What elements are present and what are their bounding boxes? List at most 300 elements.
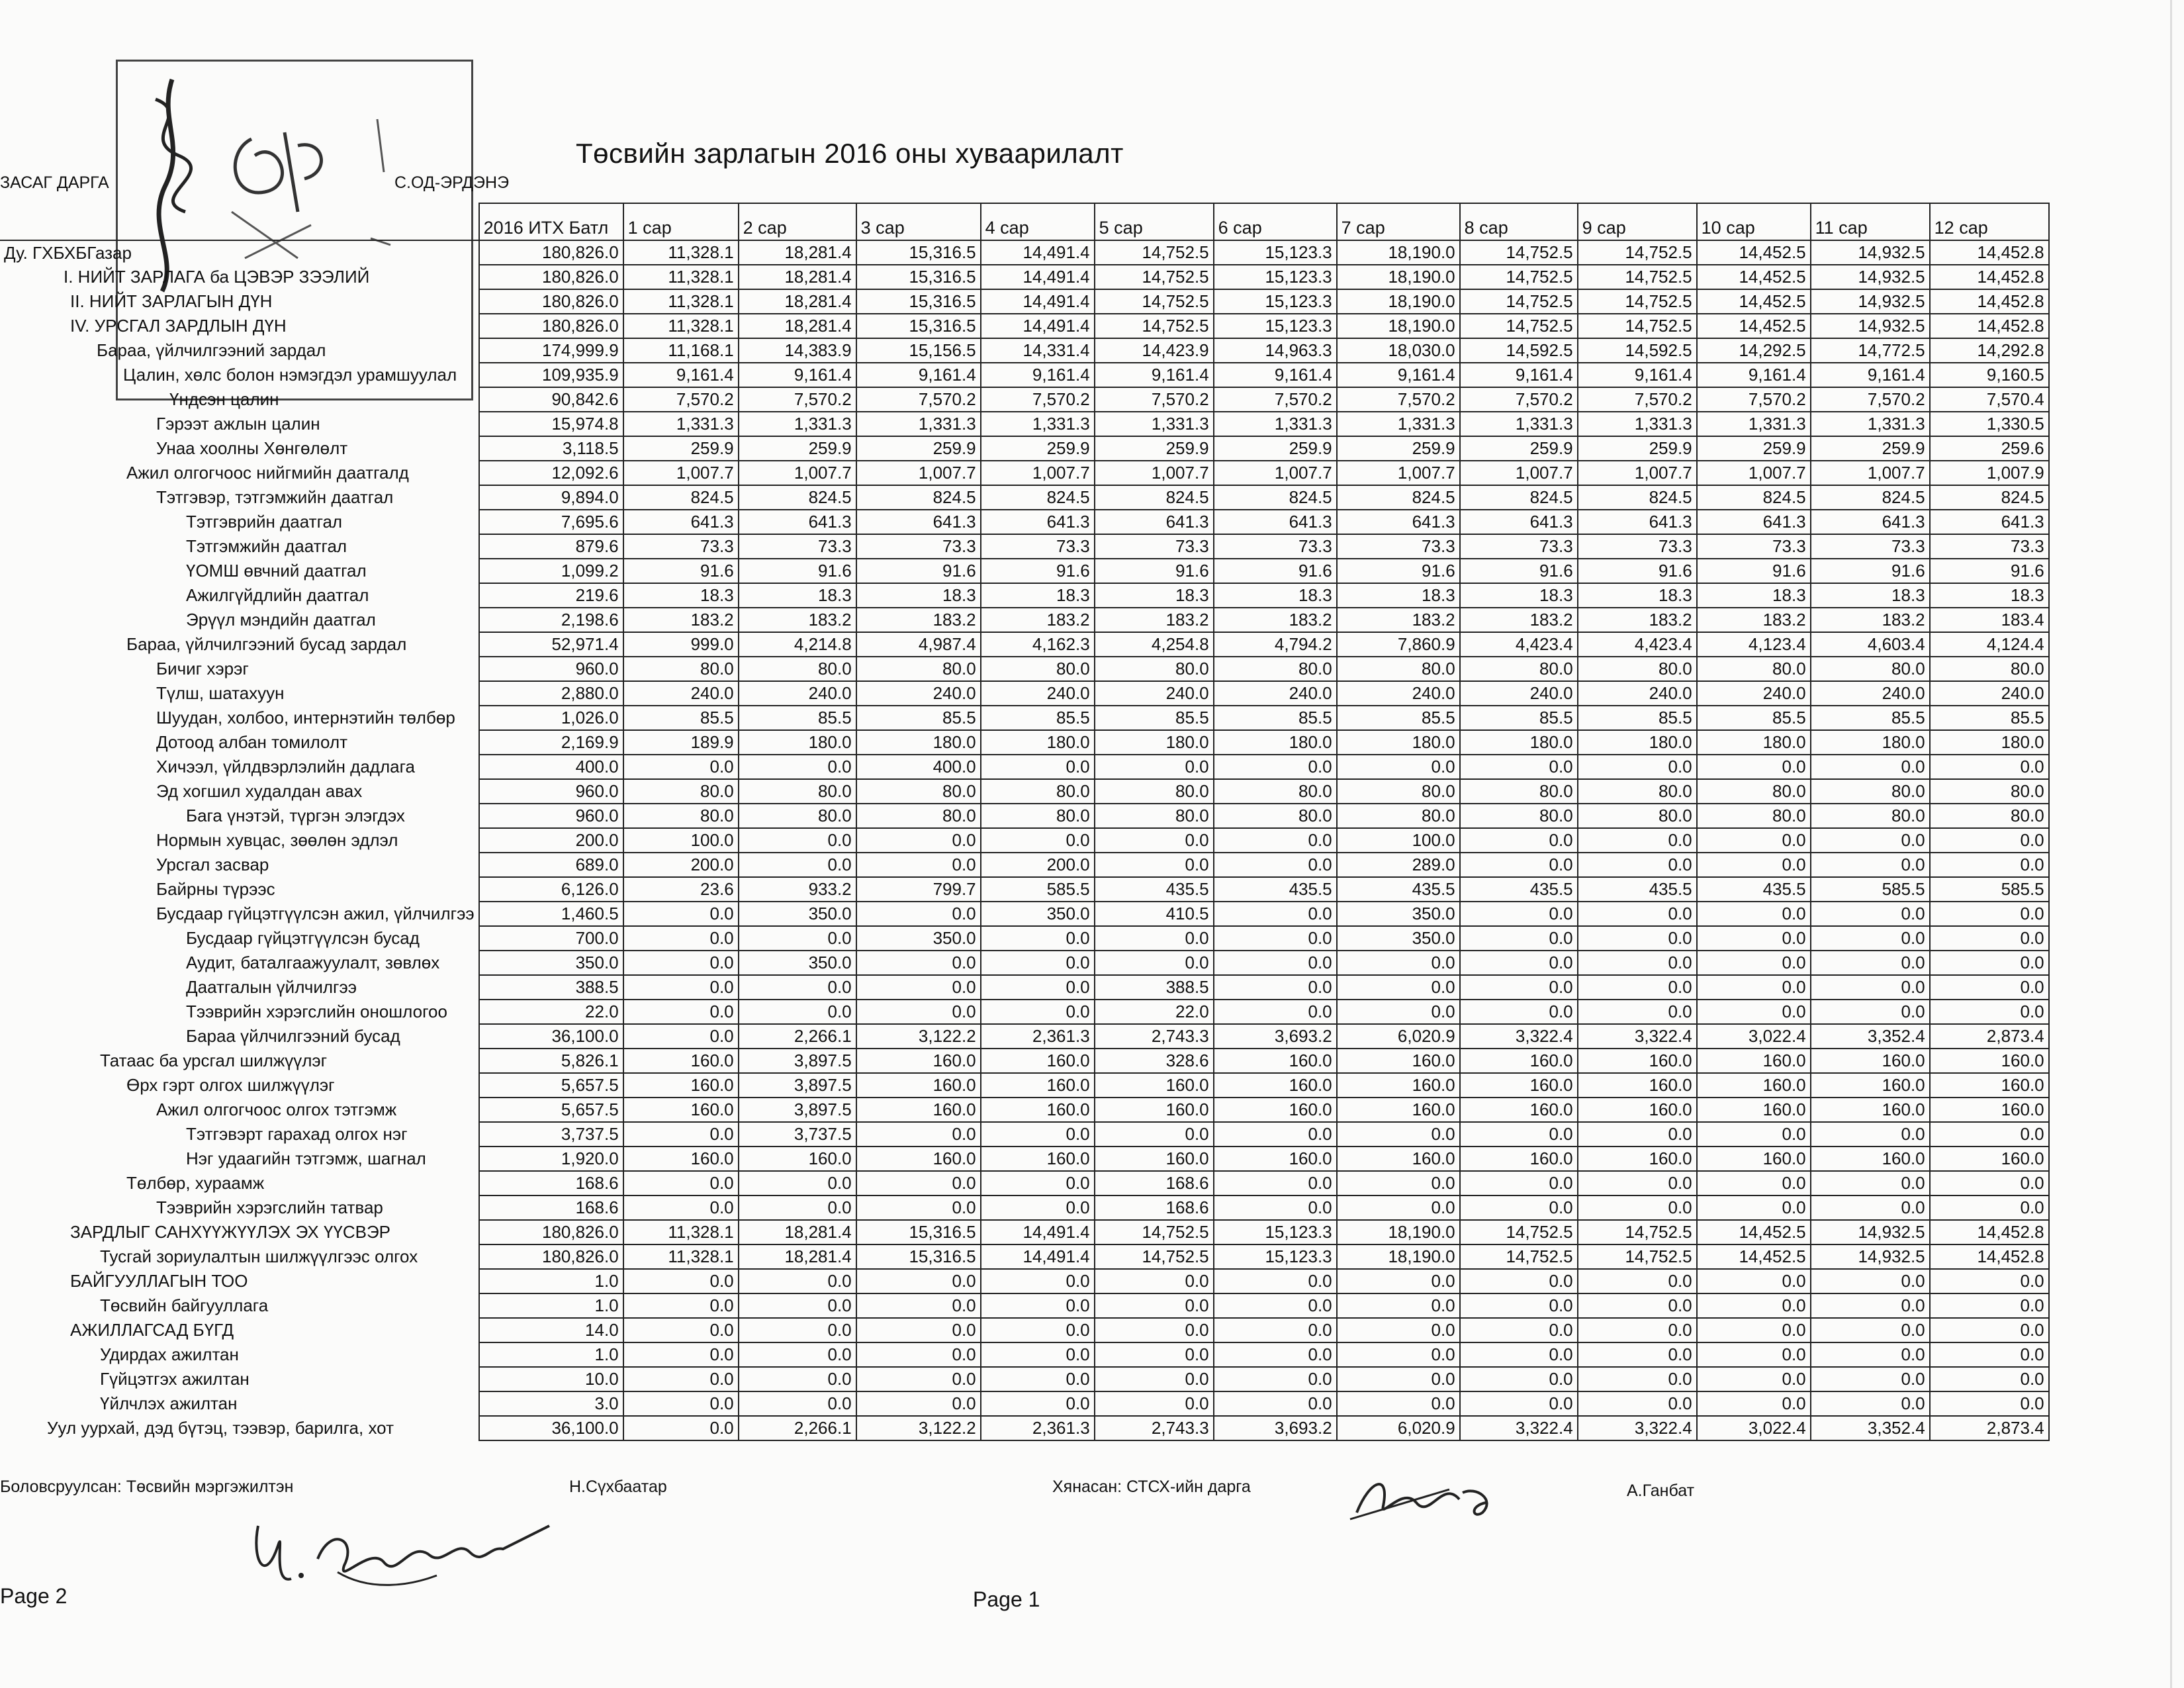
month-value-cell: 1,007.7 bbox=[1214, 461, 1337, 485]
month-value-cell: 80.0 bbox=[981, 779, 1095, 804]
month-value-cell: 350.0 bbox=[981, 902, 1095, 926]
month-value-cell: 0.0 bbox=[1930, 951, 2049, 975]
month-value-cell: 14,752.5 bbox=[1095, 289, 1214, 314]
table-row bbox=[0, 1391, 2049, 1416]
month-value-cell: 0.0 bbox=[739, 853, 856, 877]
month-value-cell: 435.5 bbox=[1697, 877, 1811, 902]
row-label-text: Нэг удаагийн тэтгэмж, шагнал bbox=[186, 1149, 426, 1168]
month-value-cell: 1,331.3 bbox=[1697, 412, 1811, 436]
month-value-cell: 9,161.4 bbox=[1578, 363, 1697, 387]
month-value-cell: 0.0 bbox=[1337, 1342, 1460, 1367]
month-value-cell: 14,452.5 bbox=[1697, 1220, 1811, 1244]
annual-total-cell: 5,826.1 bbox=[479, 1049, 623, 1073]
row-label bbox=[0, 1244, 479, 1269]
month-value-cell: 2,266.1 bbox=[739, 1416, 856, 1440]
month-value-cell: 9,161.4 bbox=[1214, 363, 1337, 387]
table-row bbox=[0, 632, 2049, 657]
row-label bbox=[0, 1416, 479, 1440]
month-value-cell: 2,266.1 bbox=[739, 1024, 856, 1049]
month-value-cell: 0.0 bbox=[981, 975, 1095, 1000]
row-label-text: IV. УРСГАЛ ЗАРДЛЫН ДҮН bbox=[70, 316, 287, 336]
month-value-cell: 0.0 bbox=[1930, 1171, 2049, 1196]
month-value-cell: 11,328.1 bbox=[623, 314, 739, 338]
month-value-cell: 3,322.4 bbox=[1578, 1416, 1697, 1440]
month-value-cell: 0.0 bbox=[623, 1318, 739, 1342]
row-label bbox=[0, 681, 479, 706]
month-value-cell: 0.0 bbox=[623, 1171, 739, 1196]
month-value-cell: 0.0 bbox=[1930, 1367, 2049, 1391]
month-value-cell: 160.0 bbox=[1214, 1049, 1337, 1073]
month-value-cell: 14,452.5 bbox=[1697, 314, 1811, 338]
month-value-cell: 160.0 bbox=[981, 1147, 1095, 1171]
month-value-cell: 183.2 bbox=[856, 608, 981, 632]
month-value-cell: 18,281.4 bbox=[739, 1220, 856, 1244]
month-value-cell: 11,168.1 bbox=[623, 338, 739, 363]
month-value-cell: 14,752.5 bbox=[1095, 240, 1214, 265]
month-value-cell: 0.0 bbox=[1578, 828, 1697, 853]
month-value-cell: 168.6 bbox=[1095, 1196, 1214, 1220]
month-value-cell: 15,316.5 bbox=[856, 314, 981, 338]
month-value-cell: 15,316.5 bbox=[856, 1220, 981, 1244]
month-value-cell: 3,122.2 bbox=[856, 1416, 981, 1440]
row-label-text: Байрны түрээс bbox=[156, 879, 275, 899]
month-value-cell: 0.0 bbox=[1930, 926, 2049, 951]
month-value-cell: 0.0 bbox=[1337, 1122, 1460, 1147]
month-value-cell: 0.0 bbox=[1578, 1367, 1697, 1391]
table-row bbox=[0, 485, 2049, 510]
month-value-cell: 14,491.4 bbox=[981, 314, 1095, 338]
month-value-cell: 0.0 bbox=[739, 755, 856, 779]
row-label-text: Тээврийн хэрэгслийн оношлогоо bbox=[186, 1002, 447, 1021]
month-value-cell: 0.0 bbox=[981, 951, 1095, 975]
month-value-cell: 91.6 bbox=[1697, 559, 1811, 583]
row-label bbox=[0, 902, 479, 926]
row-label bbox=[0, 1049, 479, 1073]
month-value-cell: 0.0 bbox=[623, 1196, 739, 1220]
table-row bbox=[0, 363, 2049, 387]
month-value-cell: 73.3 bbox=[1095, 534, 1214, 559]
table-row bbox=[0, 1171, 2049, 1196]
table-row bbox=[0, 338, 2049, 363]
column-header: 12 сар bbox=[1930, 203, 2049, 240]
month-value-cell: 14,491.4 bbox=[981, 1244, 1095, 1269]
table-row bbox=[0, 779, 2049, 804]
month-value-cell: 824.5 bbox=[1930, 485, 2049, 510]
table-row bbox=[0, 681, 2049, 706]
month-value-cell: 160.0 bbox=[739, 1147, 856, 1171]
month-value-cell: 11,328.1 bbox=[623, 265, 739, 289]
month-value-cell: 0.0 bbox=[1460, 951, 1578, 975]
annual-total-cell: 36,100.0 bbox=[479, 1416, 623, 1440]
table-row bbox=[0, 877, 2049, 902]
month-value-cell: 259.9 bbox=[981, 436, 1095, 461]
annual-total-cell: 1,026.0 bbox=[479, 706, 623, 730]
table-row bbox=[0, 1196, 2049, 1220]
row-label-text: II. НИЙТ ЗАРЛАГЫН ДҮН bbox=[70, 291, 273, 311]
row-label bbox=[0, 706, 479, 730]
month-value-cell: 0.0 bbox=[856, 1342, 981, 1367]
month-value-cell: 91.6 bbox=[739, 559, 856, 583]
table-row bbox=[0, 1367, 2049, 1391]
month-value-cell: 85.5 bbox=[856, 706, 981, 730]
row-label bbox=[0, 1171, 479, 1196]
month-value-cell: 435.5 bbox=[1578, 877, 1697, 902]
month-value-cell: 7,570.2 bbox=[623, 387, 739, 412]
table-row bbox=[0, 436, 2049, 461]
month-value-cell: 585.5 bbox=[1811, 877, 1930, 902]
month-value-cell: 0.0 bbox=[1214, 853, 1337, 877]
month-value-cell: 0.0 bbox=[1460, 1318, 1578, 1342]
month-value-cell: 3,322.4 bbox=[1460, 1024, 1578, 1049]
row-label-text: Эрүүл мэндийн даатгал bbox=[186, 610, 376, 630]
month-value-cell: 1,331.3 bbox=[1578, 412, 1697, 436]
annual-total-cell: 52,971.4 bbox=[479, 632, 623, 657]
month-value-cell: 18.3 bbox=[1930, 583, 2049, 608]
month-value-cell: 160.0 bbox=[1578, 1147, 1697, 1171]
month-value-cell: 180.0 bbox=[981, 730, 1095, 755]
annual-total-cell: 3.0 bbox=[479, 1391, 623, 1416]
month-value-cell: 85.5 bbox=[1460, 706, 1578, 730]
month-value-cell: 14,423.9 bbox=[1095, 338, 1214, 363]
month-value-cell: 259.9 bbox=[1337, 436, 1460, 461]
month-value-cell: 0.0 bbox=[1811, 1000, 1930, 1024]
annual-total-cell: 7,695.6 bbox=[479, 510, 623, 534]
month-value-cell: 73.3 bbox=[1697, 534, 1811, 559]
table-row bbox=[0, 1220, 2049, 1244]
table-row bbox=[0, 510, 2049, 534]
month-value-cell: 824.5 bbox=[1214, 485, 1337, 510]
column-header: 6 сар bbox=[1214, 203, 1337, 240]
month-value-cell: 240.0 bbox=[1214, 681, 1337, 706]
month-value-cell: 0.0 bbox=[1697, 853, 1811, 877]
month-value-cell: 0.0 bbox=[1578, 1391, 1697, 1416]
month-value-cell: 80.0 bbox=[1095, 779, 1214, 804]
month-value-cell: 7,570.2 bbox=[1811, 387, 1930, 412]
row-label-text: ҮОМШ өвчний даатгал bbox=[186, 561, 367, 581]
month-value-cell: 160.0 bbox=[1697, 1049, 1811, 1073]
annual-total-cell: 960.0 bbox=[479, 804, 623, 828]
month-value-cell: 0.0 bbox=[1697, 1293, 1811, 1318]
month-value-cell: 14,772.5 bbox=[1811, 338, 1930, 363]
row-label bbox=[0, 1342, 479, 1367]
table-row bbox=[0, 240, 2049, 265]
row-label-text: Ажил олгогчоос олгох тэтгэмж bbox=[156, 1100, 397, 1119]
month-value-cell: 14,292.8 bbox=[1930, 338, 2049, 363]
month-value-cell: 80.0 bbox=[739, 657, 856, 681]
month-value-cell: 1,331.3 bbox=[1214, 412, 1337, 436]
table-row bbox=[0, 1000, 2049, 1024]
row-label bbox=[0, 608, 479, 632]
month-value-cell: 0.0 bbox=[1337, 1367, 1460, 1391]
month-value-cell: 18.3 bbox=[739, 583, 856, 608]
annual-total-cell: 180,826.0 bbox=[479, 1244, 623, 1269]
month-value-cell: 259.9 bbox=[1214, 436, 1337, 461]
month-value-cell: 0.0 bbox=[1578, 1342, 1697, 1367]
annual-total-cell: 180,826.0 bbox=[479, 314, 623, 338]
month-value-cell: 0.0 bbox=[623, 951, 739, 975]
month-value-cell: 85.5 bbox=[1697, 706, 1811, 730]
month-value-cell: 14,452.8 bbox=[1930, 240, 2049, 265]
month-value-cell: 14,491.4 bbox=[981, 265, 1095, 289]
month-value-cell: 9,161.4 bbox=[1460, 363, 1578, 387]
month-value-cell: 15,123.3 bbox=[1214, 1220, 1337, 1244]
month-value-cell: 15,123.3 bbox=[1214, 289, 1337, 314]
month-value-cell: 183.2 bbox=[1095, 608, 1214, 632]
month-value-cell: 0.0 bbox=[1337, 755, 1460, 779]
month-value-cell: 0.0 bbox=[739, 1000, 856, 1024]
month-value-cell: 3,322.4 bbox=[1460, 1416, 1578, 1440]
annual-total-cell: 2,198.6 bbox=[479, 608, 623, 632]
month-value-cell: 180.0 bbox=[1930, 730, 2049, 755]
column-header: 2016 ИТХ Батл bbox=[479, 203, 623, 240]
month-value-cell: 1,007.7 bbox=[1095, 461, 1214, 485]
month-value-cell: 0.0 bbox=[1214, 975, 1337, 1000]
month-value-cell: 1,007.7 bbox=[1337, 461, 1460, 485]
month-value-cell: 160.0 bbox=[1930, 1049, 2049, 1073]
month-value-cell: 328.6 bbox=[1095, 1049, 1214, 1073]
column-header: 10 сар bbox=[1697, 203, 1811, 240]
month-value-cell: 11,328.1 bbox=[623, 1244, 739, 1269]
month-value-cell: 0.0 bbox=[1578, 755, 1697, 779]
month-value-cell: 240.0 bbox=[1337, 681, 1460, 706]
month-value-cell: 0.0 bbox=[1578, 951, 1697, 975]
table-row bbox=[0, 853, 2049, 877]
month-value-cell: 91.6 bbox=[623, 559, 739, 583]
month-value-cell: 4,603.4 bbox=[1811, 632, 1930, 657]
month-value-cell: 189.9 bbox=[623, 730, 739, 755]
month-value-cell: 0.0 bbox=[1460, 853, 1578, 877]
row-label-text: Тэтгэмжийн даатгал bbox=[186, 536, 347, 556]
month-value-cell: 641.3 bbox=[1337, 510, 1460, 534]
month-value-cell: 160.0 bbox=[1460, 1098, 1578, 1122]
table-row bbox=[0, 1147, 2049, 1171]
month-value-cell: 0.0 bbox=[1578, 1171, 1697, 1196]
annual-total-cell: 12,092.6 bbox=[479, 461, 623, 485]
month-value-cell: 0.0 bbox=[1811, 902, 1930, 926]
month-value-cell: 180.0 bbox=[1095, 730, 1214, 755]
month-value-cell: 91.6 bbox=[1214, 559, 1337, 583]
month-value-cell: 160.0 bbox=[856, 1147, 981, 1171]
month-value-cell: 160.0 bbox=[1811, 1147, 1930, 1171]
row-label bbox=[0, 1147, 479, 1171]
month-value-cell: 91.6 bbox=[856, 559, 981, 583]
month-value-cell: 0.0 bbox=[1460, 1367, 1578, 1391]
month-value-cell: 14,752.5 bbox=[1095, 1220, 1214, 1244]
month-value-cell: 824.5 bbox=[1811, 485, 1930, 510]
month-value-cell: 999.0 bbox=[623, 632, 739, 657]
month-value-cell: 259.9 bbox=[1578, 436, 1697, 461]
row-label bbox=[0, 1122, 479, 1147]
month-value-cell: 9,161.4 bbox=[739, 363, 856, 387]
month-value-cell: 3,897.5 bbox=[739, 1073, 856, 1098]
month-value-cell: 91.6 bbox=[1578, 559, 1697, 583]
month-value-cell: 641.3 bbox=[856, 510, 981, 534]
row-label bbox=[0, 1367, 479, 1391]
month-value-cell: 80.0 bbox=[1337, 804, 1460, 828]
month-value-cell: 0.0 bbox=[1697, 1391, 1811, 1416]
month-value-cell: 183.2 bbox=[739, 608, 856, 632]
month-value-cell: 85.5 bbox=[1214, 706, 1337, 730]
month-value-cell: 80.0 bbox=[1578, 804, 1697, 828]
month-value-cell: 641.3 bbox=[1930, 510, 2049, 534]
table-row bbox=[0, 1416, 2049, 1440]
month-value-cell: 7,570.2 bbox=[856, 387, 981, 412]
table-row bbox=[0, 314, 2049, 338]
month-value-cell: 0.0 bbox=[1460, 1293, 1578, 1318]
annual-total-cell: 180,826.0 bbox=[479, 265, 623, 289]
table-row bbox=[0, 608, 2049, 632]
annual-total-cell: 180,826.0 bbox=[479, 1220, 623, 1244]
month-value-cell: 160.0 bbox=[1811, 1049, 1930, 1073]
month-value-cell: 80.0 bbox=[1578, 779, 1697, 804]
row-label-text: Бусдаар гүйцэтгүүлсэн ажил, үйлчилгээ bbox=[156, 904, 475, 923]
month-value-cell: 11,328.1 bbox=[623, 289, 739, 314]
month-value-cell: 0.0 bbox=[1337, 1293, 1460, 1318]
month-value-cell: 259.6 bbox=[1930, 436, 2049, 461]
month-value-cell: 0.0 bbox=[1460, 926, 1578, 951]
row-label-text: Ажилгүйдлийн даатгал bbox=[186, 585, 369, 605]
month-value-cell: 0.0 bbox=[1811, 951, 1930, 975]
month-value-cell: 183.2 bbox=[1460, 608, 1578, 632]
annual-total-cell: 14.0 bbox=[479, 1318, 623, 1342]
scan-edge bbox=[2170, 0, 2172, 1688]
row-label-text: Бараа үйлчилгээний бусад bbox=[186, 1026, 400, 1046]
month-value-cell: 585.5 bbox=[1930, 877, 2049, 902]
month-value-cell: 80.0 bbox=[981, 804, 1095, 828]
month-value-cell: 3,352.4 bbox=[1811, 1416, 1930, 1440]
annual-total-cell: 5,657.5 bbox=[479, 1098, 623, 1122]
annual-total-cell: 15,974.8 bbox=[479, 412, 623, 436]
table-row bbox=[0, 1122, 2049, 1147]
month-value-cell: 160.0 bbox=[1930, 1098, 2049, 1122]
page-title: Төсвийн зарлагын 2016 оны хуваарилалт bbox=[576, 138, 1124, 169]
month-value-cell: 0.0 bbox=[623, 902, 739, 926]
table-row bbox=[0, 559, 2049, 583]
row-label-text: АЖИЛЛАГСАД БҮГД bbox=[70, 1320, 234, 1340]
row-label bbox=[0, 510, 479, 534]
month-value-cell: 180.0 bbox=[856, 730, 981, 755]
row-label-text: Аудит, баталгаажуулалт, зөвлөх bbox=[186, 953, 440, 972]
month-value-cell: 3,897.5 bbox=[739, 1098, 856, 1122]
month-value-cell: 85.5 bbox=[739, 706, 856, 730]
month-value-cell: 0.0 bbox=[1811, 1318, 1930, 1342]
month-value-cell: 824.5 bbox=[1095, 485, 1214, 510]
month-value-cell: 9,161.4 bbox=[1337, 363, 1460, 387]
annual-total-cell: 219.6 bbox=[479, 583, 623, 608]
month-value-cell: 7,570.2 bbox=[1578, 387, 1697, 412]
month-value-cell: 183.2 bbox=[623, 608, 739, 632]
column-header: 1 сар bbox=[623, 203, 739, 240]
month-value-cell: 14,592.5 bbox=[1578, 338, 1697, 363]
month-value-cell: 80.0 bbox=[1337, 779, 1460, 804]
month-value-cell: 240.0 bbox=[856, 681, 981, 706]
month-value-cell: 4,254.8 bbox=[1095, 632, 1214, 657]
month-value-cell: 100.0 bbox=[623, 828, 739, 853]
month-value-cell: 0.0 bbox=[1811, 1196, 1930, 1220]
annual-total-cell: 960.0 bbox=[479, 657, 623, 681]
row-label bbox=[0, 975, 479, 1000]
month-value-cell: 1,007.7 bbox=[1460, 461, 1578, 485]
month-value-cell: 0.0 bbox=[1095, 755, 1214, 779]
month-value-cell: 0.0 bbox=[1697, 975, 1811, 1000]
month-value-cell: 7,570.2 bbox=[981, 387, 1095, 412]
month-value-cell: 23.6 bbox=[623, 877, 739, 902]
month-value-cell: 80.0 bbox=[1811, 779, 1930, 804]
month-value-cell: 585.5 bbox=[981, 877, 1095, 902]
row-label bbox=[0, 436, 479, 461]
annual-total-cell: 689.0 bbox=[479, 853, 623, 877]
row-label bbox=[0, 1000, 479, 1024]
month-value-cell: 160.0 bbox=[981, 1073, 1095, 1098]
month-value-cell: 0.0 bbox=[623, 755, 739, 779]
month-value-cell: 18,281.4 bbox=[739, 265, 856, 289]
row-label-text: Нормын хувцас, зөөлөн эдлэл bbox=[156, 830, 398, 850]
month-value-cell: 0.0 bbox=[1930, 1391, 2049, 1416]
month-value-cell: 0.0 bbox=[1214, 902, 1337, 926]
row-label-text: Удирдах ажилтан bbox=[100, 1344, 239, 1364]
month-value-cell: 91.6 bbox=[1460, 559, 1578, 583]
month-value-cell: 14,491.4 bbox=[981, 289, 1095, 314]
month-value-cell: 0.0 bbox=[1811, 1293, 1930, 1318]
month-value-cell: 0.0 bbox=[1578, 1000, 1697, 1024]
month-value-cell: 14,452.8 bbox=[1930, 265, 2049, 289]
month-value-cell: 824.5 bbox=[1697, 485, 1811, 510]
month-value-cell: 2,361.3 bbox=[981, 1416, 1095, 1440]
month-value-cell: 3,897.5 bbox=[739, 1049, 856, 1073]
month-value-cell: 0.0 bbox=[623, 1269, 739, 1293]
month-value-cell: 0.0 bbox=[1214, 755, 1337, 779]
month-value-cell: 0.0 bbox=[1214, 1269, 1337, 1293]
month-value-cell: 7,570.2 bbox=[1460, 387, 1578, 412]
month-value-cell: 80.0 bbox=[1337, 657, 1460, 681]
month-value-cell: 0.0 bbox=[1930, 853, 2049, 877]
month-value-cell: 80.0 bbox=[1811, 657, 1930, 681]
month-value-cell: 0.0 bbox=[1930, 902, 2049, 926]
month-value-cell: 2,361.3 bbox=[981, 1024, 1095, 1049]
month-value-cell: 160.0 bbox=[1337, 1073, 1460, 1098]
row-label bbox=[0, 1269, 479, 1293]
table-header-row bbox=[0, 203, 2049, 240]
month-value-cell: 80.0 bbox=[981, 657, 1095, 681]
row-label-text: Унаа хоолны Хөнгөлөлт bbox=[156, 438, 348, 458]
month-value-cell: 14,452.8 bbox=[1930, 1220, 2049, 1244]
month-value-cell: 240.0 bbox=[1697, 681, 1811, 706]
month-value-cell: 0.0 bbox=[739, 1269, 856, 1293]
month-value-cell: 14,752.5 bbox=[1460, 1244, 1578, 1269]
month-value-cell: 0.0 bbox=[856, 1269, 981, 1293]
month-value-cell: 15,316.5 bbox=[856, 289, 981, 314]
row-label bbox=[0, 779, 479, 804]
row-label-text: Тэтгэвэр, тэтгэмжийн даатгал bbox=[156, 487, 394, 507]
table-row bbox=[0, 706, 2049, 730]
month-value-cell: 160.0 bbox=[856, 1073, 981, 1098]
month-value-cell: 1,007.7 bbox=[1697, 461, 1811, 485]
month-value-cell: 80.0 bbox=[623, 657, 739, 681]
month-value-cell: 80.0 bbox=[739, 804, 856, 828]
month-value-cell: 14,752.5 bbox=[1095, 265, 1214, 289]
table-row bbox=[0, 1244, 2049, 1269]
row-label-text: Ду. ГХБХБГазар bbox=[4, 242, 132, 263]
month-value-cell: 9,161.4 bbox=[856, 363, 981, 387]
month-value-cell: 73.3 bbox=[1578, 534, 1697, 559]
month-value-cell: 0.0 bbox=[1930, 1293, 2049, 1318]
column-header: 2 сар bbox=[739, 203, 856, 240]
month-value-cell: 0.0 bbox=[1214, 1367, 1337, 1391]
month-value-cell: 0.0 bbox=[856, 1391, 981, 1416]
month-value-cell: 73.3 bbox=[1214, 534, 1337, 559]
month-value-cell: 641.3 bbox=[1811, 510, 1930, 534]
table-row bbox=[0, 975, 2049, 1000]
